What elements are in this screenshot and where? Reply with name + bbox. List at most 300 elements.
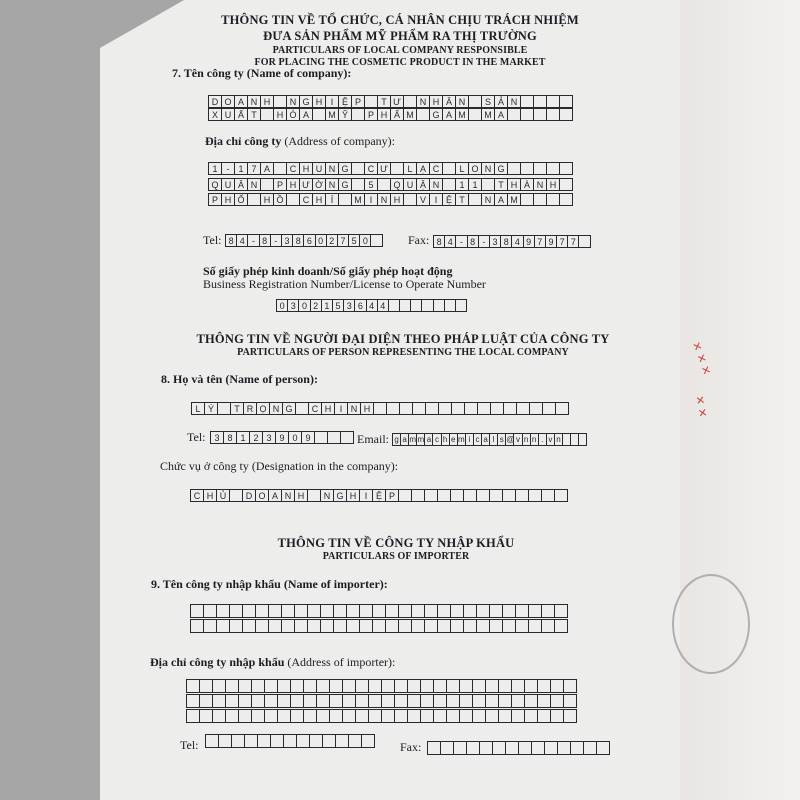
char-box[interactable]: Ồ xyxy=(273,193,287,206)
char-box[interactable] xyxy=(385,619,399,633)
char-box[interactable] xyxy=(203,604,217,618)
char-box[interactable]: 5 xyxy=(364,178,378,191)
char-box[interactable]: A xyxy=(494,193,508,206)
char-box[interactable] xyxy=(511,709,525,723)
char-box[interactable] xyxy=(251,679,265,693)
char-box[interactable]: H xyxy=(203,489,217,502)
char-box[interactable] xyxy=(537,694,551,708)
char-box[interactable] xyxy=(563,694,577,708)
char-box[interactable]: P xyxy=(364,108,378,121)
char-box[interactable]: N xyxy=(416,95,430,108)
char-box[interactable] xyxy=(490,402,504,415)
char-box[interactable] xyxy=(314,431,328,444)
char-box[interactable] xyxy=(190,604,204,618)
char-box[interactable] xyxy=(466,741,480,755)
char-box[interactable] xyxy=(216,619,230,633)
char-box[interactable] xyxy=(489,604,503,618)
char-box[interactable] xyxy=(533,108,547,121)
char-box[interactable] xyxy=(446,679,460,693)
char-box[interactable] xyxy=(381,679,395,693)
char-box[interactable] xyxy=(489,619,503,633)
char-box[interactable]: A xyxy=(299,108,313,121)
char-box[interactable]: N xyxy=(347,402,361,415)
char-box[interactable] xyxy=(472,709,486,723)
company-address-line-3[interactable] xyxy=(208,193,572,206)
char-box[interactable] xyxy=(307,604,321,618)
char-box[interactable] xyxy=(407,694,421,708)
char-box[interactable]: Ệ xyxy=(372,489,386,502)
char-box[interactable] xyxy=(416,108,430,121)
char-box[interactable]: 7 xyxy=(534,235,546,248)
char-box[interactable] xyxy=(451,402,465,415)
char-box[interactable] xyxy=(333,604,347,618)
char-box[interactable]: H xyxy=(429,95,443,108)
char-box[interactable]: 8 xyxy=(259,234,271,247)
char-box[interactable]: n xyxy=(530,433,539,446)
char-box[interactable] xyxy=(433,709,447,723)
char-box[interactable] xyxy=(394,679,408,693)
char-box[interactable] xyxy=(437,604,451,618)
char-box[interactable] xyxy=(377,178,391,191)
char-box[interactable]: A xyxy=(260,162,274,175)
char-box[interactable]: 8 xyxy=(467,235,479,248)
char-box[interactable] xyxy=(520,95,534,108)
char-box[interactable] xyxy=(463,604,477,618)
char-box[interactable] xyxy=(528,604,542,618)
char-box[interactable] xyxy=(450,604,464,618)
char-box[interactable] xyxy=(472,679,486,693)
char-box[interactable] xyxy=(225,709,239,723)
char-box[interactable]: 2 xyxy=(310,299,322,312)
char-box[interactable] xyxy=(546,108,560,121)
char-box[interactable]: Ó xyxy=(286,108,300,121)
char-box[interactable] xyxy=(212,709,226,723)
char-box[interactable] xyxy=(563,709,577,723)
char-box[interactable] xyxy=(231,734,245,748)
char-box[interactable]: H xyxy=(294,489,308,502)
char-box[interactable] xyxy=(398,604,412,618)
char-box[interactable]: M xyxy=(507,193,521,206)
char-box[interactable]: Í xyxy=(325,193,339,206)
char-box[interactable]: G xyxy=(282,402,296,415)
char-box[interactable]: g xyxy=(392,433,401,446)
char-box[interactable] xyxy=(498,694,512,708)
char-box[interactable]: 3 xyxy=(281,234,293,247)
char-box[interactable] xyxy=(459,694,473,708)
company-address-line-1[interactable] xyxy=(208,162,572,175)
char-box[interactable]: v xyxy=(546,433,555,446)
char-box[interactable]: U xyxy=(403,178,417,191)
char-box[interactable]: M xyxy=(455,108,469,121)
char-box[interactable] xyxy=(257,734,271,748)
char-box[interactable]: 0 xyxy=(288,431,302,444)
char-box[interactable]: Ý xyxy=(204,402,218,415)
char-box[interactable]: M xyxy=(481,108,495,121)
char-box[interactable] xyxy=(268,619,282,633)
char-box[interactable]: 1 xyxy=(455,178,469,191)
char-box[interactable] xyxy=(485,679,499,693)
char-box[interactable] xyxy=(520,108,534,121)
char-box[interactable]: I xyxy=(334,402,348,415)
char-box[interactable]: 8 xyxy=(500,235,512,248)
char-box[interactable] xyxy=(303,709,317,723)
char-box[interactable] xyxy=(578,235,590,248)
char-box[interactable]: T xyxy=(247,108,261,121)
char-box[interactable]: N xyxy=(269,402,283,415)
char-box[interactable] xyxy=(559,193,573,206)
char-box[interactable] xyxy=(368,679,382,693)
char-box[interactable] xyxy=(442,178,456,191)
char-box[interactable] xyxy=(364,95,378,108)
char-box[interactable]: 5 xyxy=(332,299,344,312)
char-box[interactable] xyxy=(537,679,551,693)
char-box[interactable] xyxy=(529,402,543,415)
char-box[interactable] xyxy=(398,489,412,502)
char-box[interactable] xyxy=(340,431,354,444)
char-box[interactable]: I xyxy=(325,95,339,108)
char-box[interactable] xyxy=(229,489,243,502)
char-box[interactable]: 0 xyxy=(315,234,327,247)
char-box[interactable] xyxy=(420,709,434,723)
char-box[interactable]: 9 xyxy=(523,235,535,248)
char-box[interactable]: 1 xyxy=(468,178,482,191)
char-box[interactable] xyxy=(212,679,226,693)
char-box[interactable]: N xyxy=(481,162,495,175)
char-box[interactable]: U xyxy=(221,178,235,191)
char-box[interactable]: L xyxy=(403,162,417,175)
char-box[interactable]: Ỹ xyxy=(338,108,352,121)
char-box[interactable]: 3 xyxy=(262,431,276,444)
char-box[interactable] xyxy=(468,108,482,121)
char-box[interactable]: 4 xyxy=(444,235,456,248)
char-box[interactable] xyxy=(260,108,274,121)
char-box[interactable] xyxy=(255,604,269,618)
char-box[interactable]: G xyxy=(338,162,352,175)
char-box[interactable]: 5 xyxy=(348,234,360,247)
char-box[interactable] xyxy=(351,108,365,121)
char-box[interactable]: Ệ xyxy=(442,193,456,206)
char-box[interactable] xyxy=(437,619,451,633)
char-box[interactable] xyxy=(329,694,343,708)
char-box[interactable]: H xyxy=(390,193,404,206)
char-box[interactable]: H xyxy=(260,95,274,108)
char-box[interactable]: 1 xyxy=(234,162,248,175)
char-box[interactable]: D xyxy=(208,95,222,108)
char-box[interactable]: Ọ xyxy=(256,402,270,415)
char-box[interactable]: N xyxy=(455,95,469,108)
char-box[interactable] xyxy=(485,709,499,723)
char-box[interactable] xyxy=(320,604,334,618)
char-box[interactable]: C xyxy=(299,193,313,206)
char-box[interactable] xyxy=(502,604,516,618)
char-box[interactable]: 0 xyxy=(298,299,310,312)
char-box[interactable]: 7 xyxy=(567,235,579,248)
char-box[interactable]: M xyxy=(325,108,339,121)
char-box[interactable]: P xyxy=(385,489,399,502)
char-box[interactable]: 4 xyxy=(377,299,389,312)
char-box[interactable] xyxy=(316,694,330,708)
char-box[interactable]: Ả xyxy=(494,95,508,108)
char-box[interactable] xyxy=(281,619,295,633)
char-box[interactable]: m xyxy=(417,435,425,444)
char-box[interactable]: H xyxy=(221,193,235,206)
char-box[interactable]: G xyxy=(333,489,347,502)
char-box[interactable] xyxy=(477,402,491,415)
char-box[interactable] xyxy=(516,402,530,415)
char-box[interactable] xyxy=(342,709,356,723)
char-box[interactable] xyxy=(303,694,317,708)
char-box[interactable] xyxy=(424,619,438,633)
char-box[interactable]: - xyxy=(221,162,235,175)
char-box[interactable]: 3 xyxy=(343,299,355,312)
char-box[interactable] xyxy=(327,431,341,444)
char-box[interactable] xyxy=(520,193,534,206)
char-box[interactable] xyxy=(260,178,274,191)
char-box[interactable] xyxy=(225,679,239,693)
char-box[interactable] xyxy=(372,619,386,633)
char-box[interactable]: . xyxy=(538,433,547,446)
char-box[interactable] xyxy=(559,95,573,108)
char-box[interactable] xyxy=(368,694,382,708)
char-box[interactable] xyxy=(476,489,490,502)
char-box[interactable] xyxy=(199,694,213,708)
char-box[interactable]: A xyxy=(494,108,508,121)
char-box[interactable]: N xyxy=(320,489,334,502)
char-box[interactable]: v xyxy=(513,433,522,446)
char-box[interactable] xyxy=(205,734,219,748)
char-box[interactable]: A xyxy=(268,489,282,502)
char-box[interactable] xyxy=(546,193,560,206)
char-box[interactable] xyxy=(316,679,330,693)
char-box[interactable]: 6 xyxy=(354,299,366,312)
char-box[interactable] xyxy=(542,402,556,415)
char-box[interactable]: H xyxy=(286,178,300,191)
char-box[interactable] xyxy=(531,741,545,755)
char-box[interactable] xyxy=(186,679,200,693)
char-box[interactable]: C xyxy=(364,162,378,175)
char-box[interactable] xyxy=(505,741,519,755)
char-box[interactable]: Ư xyxy=(390,95,404,108)
char-box[interactable]: 4 xyxy=(511,235,523,248)
char-box[interactable] xyxy=(485,694,499,708)
char-box[interactable]: H xyxy=(312,95,326,108)
char-box[interactable]: H xyxy=(507,178,521,191)
char-box[interactable]: l xyxy=(489,433,498,446)
char-box[interactable]: N xyxy=(325,162,339,175)
char-box[interactable]: Ệ xyxy=(338,95,352,108)
char-box[interactable] xyxy=(524,709,538,723)
char-box[interactable]: N xyxy=(247,95,261,108)
char-box[interactable] xyxy=(533,193,547,206)
char-box[interactable] xyxy=(583,741,597,755)
char-box[interactable]: C xyxy=(429,162,443,175)
char-box[interactable] xyxy=(268,604,282,618)
char-box[interactable] xyxy=(459,709,473,723)
char-box[interactable] xyxy=(372,604,386,618)
char-box[interactable]: 1 xyxy=(208,162,222,175)
char-box[interactable]: c xyxy=(432,433,441,446)
char-box[interactable] xyxy=(438,402,452,415)
char-box[interactable] xyxy=(503,402,517,415)
char-box[interactable]: N xyxy=(281,489,295,502)
char-box[interactable] xyxy=(322,734,336,748)
char-box[interactable] xyxy=(403,193,417,206)
char-box[interactable] xyxy=(186,709,200,723)
char-box[interactable] xyxy=(216,604,230,618)
char-box[interactable]: H xyxy=(273,108,287,121)
char-box[interactable]: 8 xyxy=(292,234,304,247)
char-box[interactable]: C xyxy=(308,402,322,415)
char-box[interactable] xyxy=(312,108,326,121)
char-box[interactable]: Â xyxy=(442,95,456,108)
char-box[interactable]: 4 xyxy=(366,299,378,312)
char-box[interactable]: 2 xyxy=(249,431,263,444)
char-box[interactable] xyxy=(348,734,362,748)
char-box[interactable] xyxy=(559,108,573,121)
char-box[interactable]: 7 xyxy=(556,235,568,248)
char-box[interactable] xyxy=(290,694,304,708)
char-box[interactable]: Ẩ xyxy=(390,108,404,121)
char-box[interactable]: 1 xyxy=(236,431,250,444)
char-box[interactable] xyxy=(533,162,547,175)
char-box[interactable] xyxy=(277,679,291,693)
char-box[interactable] xyxy=(286,193,300,206)
char-box[interactable]: 8 xyxy=(225,234,237,247)
company-name-line-2[interactable] xyxy=(208,108,572,121)
char-box[interactable] xyxy=(290,679,304,693)
char-box[interactable] xyxy=(294,619,308,633)
char-box[interactable] xyxy=(217,402,231,415)
char-box[interactable]: 8 xyxy=(223,431,237,444)
char-box[interactable] xyxy=(450,489,464,502)
char-box[interactable] xyxy=(520,162,534,175)
char-box[interactable]: n xyxy=(522,433,531,446)
char-box[interactable] xyxy=(433,694,447,708)
char-box[interactable]: 9 xyxy=(275,431,289,444)
char-box[interactable] xyxy=(316,709,330,723)
char-box[interactable] xyxy=(212,694,226,708)
char-box[interactable] xyxy=(446,694,460,708)
char-box[interactable] xyxy=(528,489,542,502)
char-box[interactable] xyxy=(524,679,538,693)
importer-tel-field[interactable] xyxy=(205,734,374,748)
char-box[interactable] xyxy=(550,679,564,693)
char-box[interactable]: G xyxy=(299,95,313,108)
char-box[interactable]: À xyxy=(520,178,534,191)
char-box[interactable] xyxy=(533,95,547,108)
char-box[interactable] xyxy=(199,679,213,693)
char-box[interactable]: Ờ xyxy=(312,178,326,191)
char-box[interactable] xyxy=(492,741,506,755)
company-tel-field[interactable] xyxy=(225,234,382,247)
char-box[interactable] xyxy=(559,178,573,191)
importer-address-line-2[interactable] xyxy=(186,694,576,708)
char-box[interactable]: i xyxy=(465,433,474,446)
char-box[interactable] xyxy=(554,604,568,618)
char-box[interactable]: 2 xyxy=(326,234,338,247)
char-box[interactable]: L xyxy=(455,162,469,175)
char-box[interactable] xyxy=(361,734,375,748)
char-box[interactable]: N xyxy=(507,95,521,108)
char-box[interactable] xyxy=(557,741,571,755)
char-box[interactable] xyxy=(541,489,555,502)
char-box[interactable] xyxy=(468,193,482,206)
char-box[interactable]: G xyxy=(338,178,352,191)
char-box[interactable]: U xyxy=(221,108,235,121)
char-box[interactable]: H xyxy=(377,108,391,121)
char-box[interactable]: Ư xyxy=(299,178,313,191)
char-box[interactable]: T xyxy=(377,95,391,108)
char-box[interactable] xyxy=(498,679,512,693)
char-box[interactable] xyxy=(446,709,460,723)
char-box[interactable] xyxy=(386,402,400,415)
char-box[interactable] xyxy=(342,679,356,693)
char-box[interactable] xyxy=(277,709,291,723)
char-box[interactable] xyxy=(255,619,269,633)
char-box[interactable]: N xyxy=(247,178,261,191)
char-box[interactable] xyxy=(373,402,387,415)
char-box[interactable]: 7 xyxy=(247,162,261,175)
char-box[interactable]: N xyxy=(429,178,443,191)
char-box[interactable]: I xyxy=(364,193,378,206)
char-box[interactable]: a xyxy=(400,433,409,446)
char-box[interactable] xyxy=(420,679,434,693)
char-box[interactable]: 9 xyxy=(301,431,315,444)
char-box[interactable] xyxy=(359,604,373,618)
char-box[interactable]: H xyxy=(321,402,335,415)
char-box[interactable] xyxy=(455,299,467,312)
char-box[interactable] xyxy=(335,734,349,748)
char-box[interactable] xyxy=(394,694,408,708)
char-box[interactable] xyxy=(320,619,334,633)
char-box[interactable] xyxy=(546,95,560,108)
char-box[interactable] xyxy=(420,694,434,708)
char-box[interactable]: P xyxy=(208,193,222,206)
char-box[interactable]: 0 xyxy=(359,234,371,247)
char-box[interactable]: Q xyxy=(390,178,404,191)
char-box[interactable] xyxy=(251,709,265,723)
char-box[interactable]: 7 xyxy=(337,234,349,247)
importer-address-line-3[interactable] xyxy=(186,709,576,723)
char-box[interactable] xyxy=(329,679,343,693)
char-box[interactable] xyxy=(476,604,490,618)
char-box[interactable]: I xyxy=(429,193,443,206)
char-box[interactable]: s xyxy=(497,433,506,446)
char-box[interactable] xyxy=(186,694,200,708)
char-box[interactable] xyxy=(507,108,521,121)
char-box[interactable]: Q xyxy=(208,178,222,191)
char-box[interactable] xyxy=(424,604,438,618)
char-box[interactable]: R xyxy=(243,402,257,415)
char-box[interactable] xyxy=(433,679,447,693)
char-box[interactable]: Ư xyxy=(377,162,391,175)
char-box[interactable] xyxy=(502,619,516,633)
char-box[interactable] xyxy=(359,619,373,633)
char-box[interactable] xyxy=(411,619,425,633)
char-box[interactable] xyxy=(264,694,278,708)
char-box[interactable] xyxy=(307,489,321,502)
char-box[interactable] xyxy=(554,489,568,502)
char-box[interactable]: N xyxy=(481,193,495,206)
char-box[interactable]: L xyxy=(191,402,205,415)
char-box[interactable] xyxy=(351,178,365,191)
char-box[interactable]: D xyxy=(242,489,256,502)
char-box[interactable] xyxy=(407,679,421,693)
char-box[interactable] xyxy=(507,162,521,175)
importer-name-line-1[interactable] xyxy=(190,604,567,618)
char-box[interactable] xyxy=(244,734,258,748)
char-box[interactable] xyxy=(338,193,352,206)
